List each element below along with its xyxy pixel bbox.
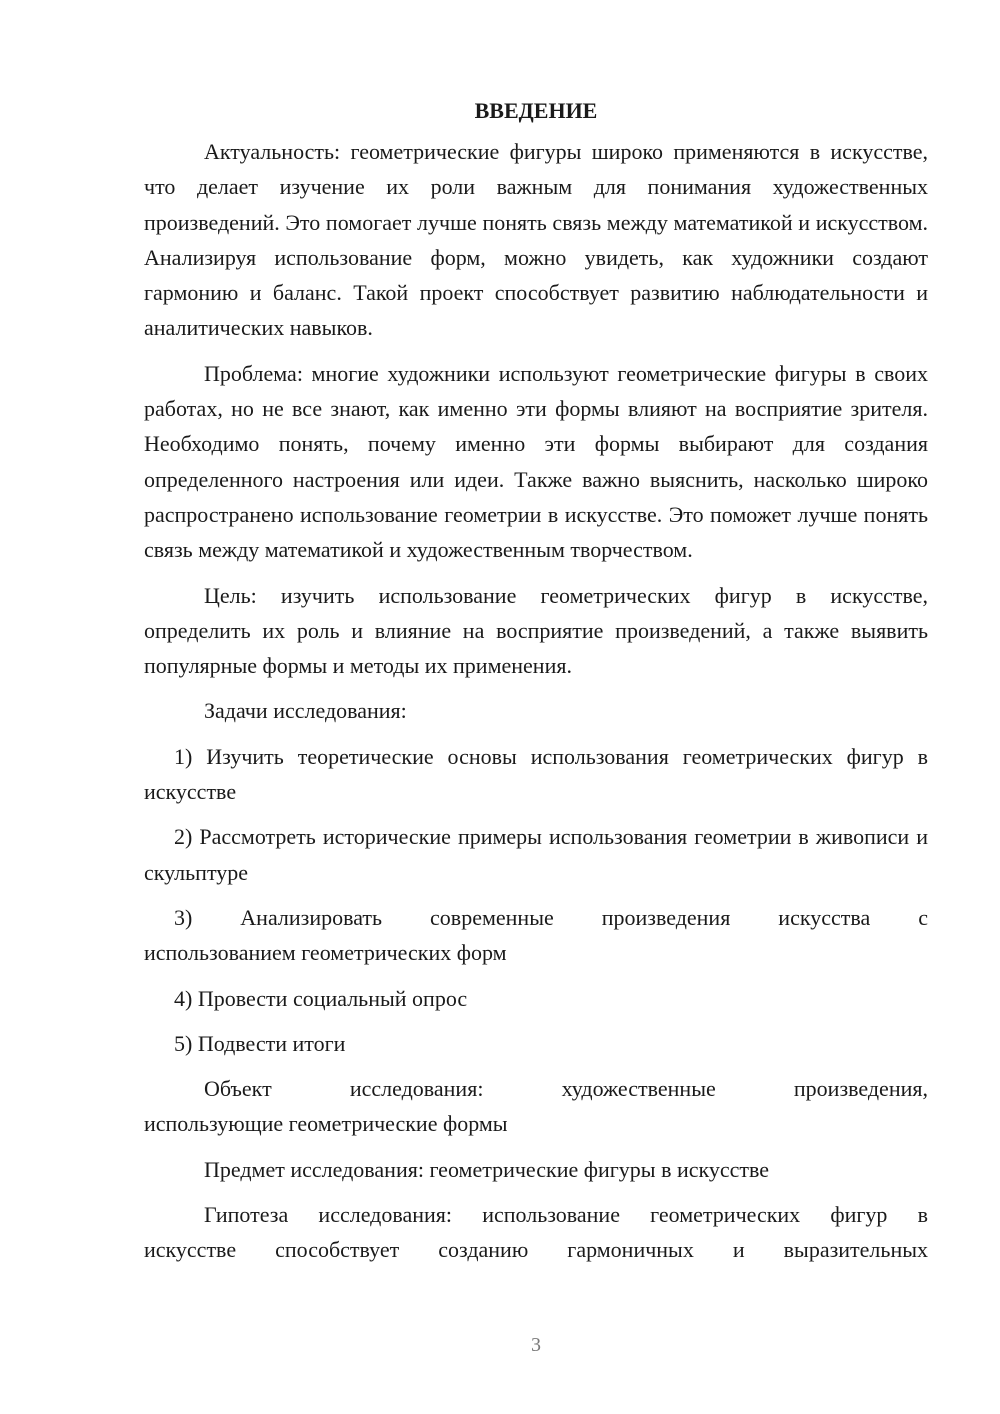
task-3-word: с — [918, 904, 928, 930]
task-3-word: Анализировать — [240, 904, 383, 930]
problem-paragraph: Проблема: многие художники используют геометрические фигуры в своих работах, но не все знают, как именно эти формы влияют на восприятие зрителя. Необходимо понять, почему именно эти формы выбирают для создания определенного настроения или идеи. Также важно выяснить, насколько широко распространено использование геометрии в искусстве. Это поможет лучше понять связь между математикой и художественным творчеством. — [144, 360, 928, 563]
goal-paragraph: Цель: изучить использование геометрических фигур в искусстве, определить их роль и влияние на восприятие произведений, а также выявить популярные формы и методы их применения. — [144, 582, 928, 679]
task-3-word: современные — [430, 904, 554, 930]
object-word: художественные — [561, 1076, 716, 1102]
task-item-2: 2) Рассмотреть исторические примеры использования геометрии в живописи и скульптуре — [144, 824, 928, 885]
object-word: исследования: — [349, 1076, 484, 1102]
hypothesis-paragraph — [144, 1197, 928, 1268]
task-item-3-continuation: использованием геометрических форм — [144, 940, 507, 966]
relevance-paragraph: Актуальность: геометрические фигуры широко применяются в искусстве, что делает изучение их роли важным для понимания художественных произведений. Это помогает лучше понять связь между математикой и искусством. Анализируя использование форм, можно увидеть, как художники создают гармонию и баланс. Такой проект способствует развитию наблюдательности и аналитических навыков. — [144, 139, 928, 341]
research-object — [144, 1071, 928, 1142]
page-number: 3 — [531, 1334, 541, 1356]
task-item-5: 5) Подвести итоги — [174, 1030, 346, 1056]
research-subject: Предмет исследования: геометрические фигуры в искусстве — [204, 1156, 770, 1182]
object-word: произведения, — [793, 1076, 928, 1102]
task-item-1: 1) Изучить теоретические основы использования геометрических фигур в искусстве — [144, 743, 928, 805]
task-3-word: произведения — [601, 904, 731, 930]
object-word: Объект — [204, 1076, 272, 1102]
research-object-first-line — [144, 1071, 928, 1106]
task-item-4: 4) Провести социальный опрос — [174, 985, 468, 1011]
hypothesis-line-2: искусстве способствует созданию гармоничных и выразительных — [144, 1237, 928, 1263]
task-item-3 — [144, 900, 928, 971]
document-page — [144, 96, 928, 1268]
section-heading: ВВЕДЕНИЕ — [474, 98, 598, 123]
research-object-continuation: использующие геометрические формы — [144, 1111, 508, 1137]
task-3-word: 3) — [174, 904, 193, 930]
hypothesis-line-1: Гипотеза исследования: использование геометрических фигур в — [204, 1202, 928, 1228]
tasks-heading: Задачи исследования: — [204, 698, 407, 724]
task-3-word: искусства — [778, 904, 871, 930]
task-item-3-first-line — [144, 900, 928, 935]
